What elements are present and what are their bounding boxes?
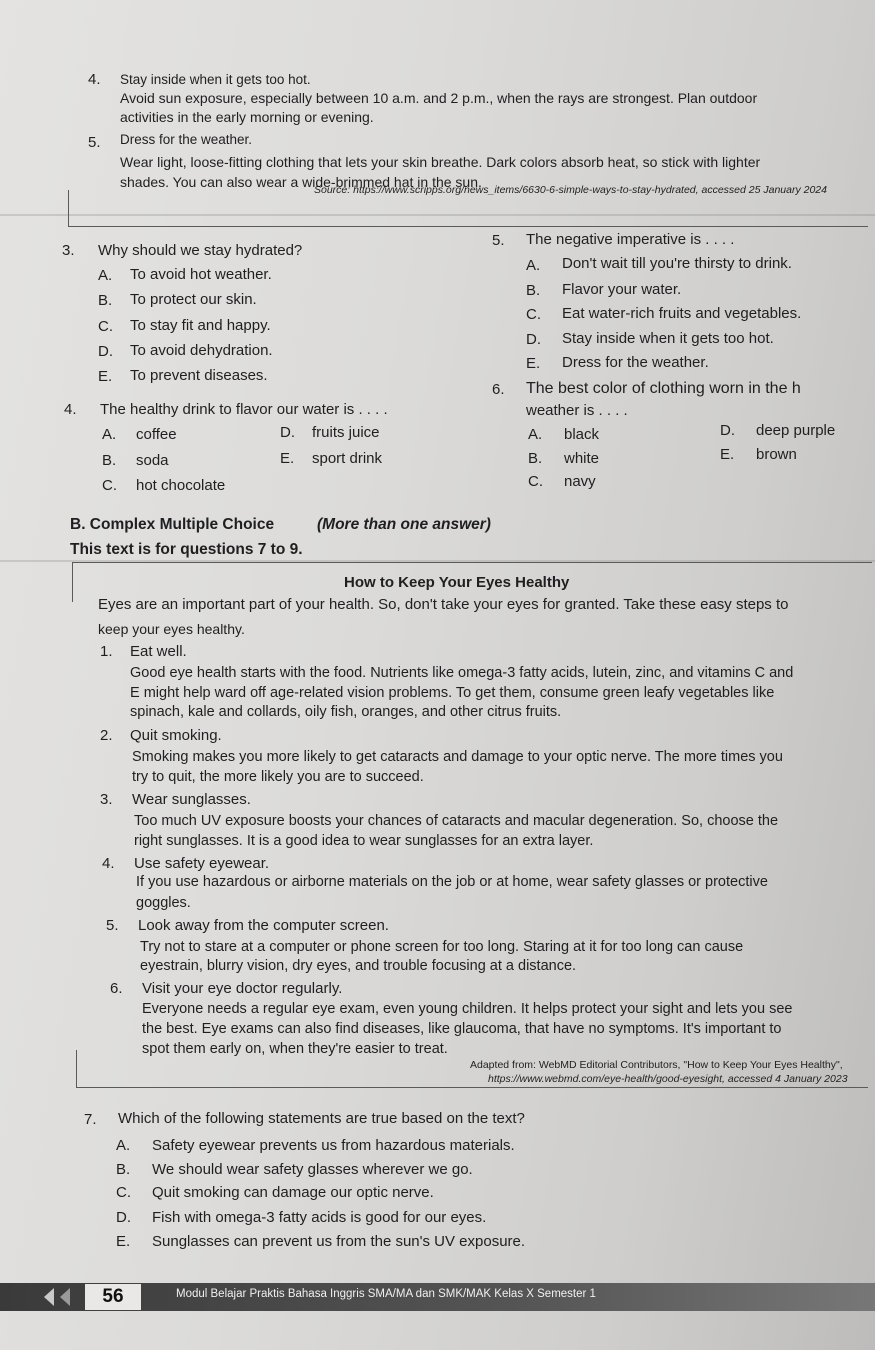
option-text: To prevent diseases. bbox=[130, 367, 268, 384]
option-text: To avoid dehydration. bbox=[130, 342, 273, 359]
section-heading: B. Complex Multiple Choice bbox=[70, 516, 275, 533]
option-letter: D. bbox=[116, 1209, 131, 1226]
option-text: Eat water-rich fruits and vegetables. bbox=[562, 305, 802, 322]
chevron-left-icon bbox=[44, 1288, 54, 1306]
source-citation: Source: https://www.scripps.org/news_items/6630-6-simple-ways-to-stay-hydrated, accessed 25 January 2024 bbox=[314, 184, 827, 196]
tip-number: 4. bbox=[102, 855, 115, 872]
article-title: How to Keep Your Eyes Healthy bbox=[344, 574, 570, 591]
option-text: Sunglasses can prevent us from the sun's UV exposure. bbox=[152, 1233, 526, 1250]
option-text: coffee bbox=[136, 426, 177, 443]
question-text: The best color of clothing worn in the h bbox=[526, 380, 801, 397]
tip-title: Dress for the weather. bbox=[120, 132, 253, 147]
chevron-left-icon bbox=[60, 1288, 70, 1306]
page-number: 56 bbox=[85, 1284, 141, 1310]
tip-body-line: try to quit, the more likely you are to succeed. bbox=[132, 769, 424, 785]
tip-body-line: Avoid sun exposure, especially between 10 a.m. and 2 p.m., when the rays are strongest. Plan outdoor bbox=[120, 90, 758, 106]
question-number: 3. bbox=[62, 242, 75, 259]
tip-body-line: spot them early on, when they're easier to treat. bbox=[142, 1041, 448, 1057]
tip-title: Wear sunglasses. bbox=[132, 791, 251, 808]
tip-body-line: Smoking makes you more likely to get cataracts and damage to your optic nerve. The more times you bbox=[132, 749, 783, 765]
book-title: Modul Belajar Praktis Bahasa Inggris SMA/MA dan SMK/MAK Kelas X Semester 1 bbox=[176, 1288, 596, 1300]
tip-body-line: activities in the early morning or evening. bbox=[120, 109, 374, 125]
option-letter: E. bbox=[526, 355, 541, 372]
tip-body-line: E might help ward off age-related vision problems. To get them, consume green leafy vegetables like bbox=[130, 685, 775, 701]
option-letter: D. bbox=[720, 422, 735, 439]
option-letter: C. bbox=[526, 306, 541, 323]
question-number: 4. bbox=[64, 401, 77, 418]
box-border bbox=[68, 190, 69, 226]
tip-number: 4. bbox=[88, 71, 101, 88]
option-text: We should wear safety glasses wherever we go. bbox=[152, 1161, 473, 1178]
article-intro-line: keep your eyes healthy. bbox=[98, 621, 245, 637]
tip-body-line: Wear light, loose-fitting clothing that lets your skin breathe. Dark colors absorb heat, so stick with lighter bbox=[120, 154, 761, 170]
option-text: Dress for the weather. bbox=[562, 354, 709, 371]
reading-intro: This text is for questions 7 to 9. bbox=[70, 541, 303, 558]
article-intro-line: Eyes are an important part of your health. So, don't take your eyes for granted. Take these easy steps to bbox=[98, 596, 789, 613]
tip-body-line: shades. You can also wear a wide-brimmed hat in the sun. bbox=[120, 174, 482, 190]
question-text: Which of the following statements are true based on the text? bbox=[118, 1110, 525, 1127]
tip-body-line: goggles. bbox=[136, 895, 191, 911]
source-citation: https://www.webmd.com/eye-health/good-eyesight, accessed 4 January 2023 bbox=[488, 1073, 848, 1085]
option-letter: B. bbox=[102, 452, 117, 469]
option-letter: C. bbox=[102, 477, 117, 494]
tip-body-line: the best. Eye exams can also find diseases, like glaucoma, that have no symptoms. It's important to bbox=[142, 1021, 782, 1037]
tip-number: 5. bbox=[106, 917, 119, 934]
option-letter: C. bbox=[528, 473, 543, 490]
option-letter: D. bbox=[526, 331, 541, 348]
question-number: 6. bbox=[492, 381, 505, 398]
option-text: To protect our skin. bbox=[130, 291, 257, 308]
option-text: To avoid hot weather. bbox=[130, 266, 272, 283]
box-border bbox=[72, 562, 73, 602]
option-letter: B. bbox=[116, 1161, 131, 1178]
question-text: The healthy drink to flavor our water is . . . . bbox=[100, 401, 388, 418]
tip-body-line: eyestrain, blurry vision, dry eyes, and trouble focusing at a distance. bbox=[140, 958, 577, 974]
option-text: brown bbox=[756, 446, 797, 463]
box-border bbox=[68, 226, 868, 227]
option-letter: B. bbox=[98, 292, 113, 309]
option-text: Stay inside when it gets too hot. bbox=[562, 330, 774, 347]
option-text: To stay fit and happy. bbox=[130, 317, 271, 334]
tip-body-line: Good eye health starts with the food. Nutrients like omega-3 fatty acids, lutein, zinc, and vitamins C and bbox=[130, 665, 794, 681]
option-text: Don't wait till you're thirsty to drink. bbox=[562, 255, 792, 272]
option-letter: A. bbox=[116, 1137, 131, 1154]
option-letter: A. bbox=[526, 257, 541, 274]
option-text: soda bbox=[136, 452, 169, 469]
tip-number: 6. bbox=[110, 980, 123, 997]
option-text: sport drink bbox=[312, 450, 383, 467]
option-letter: E. bbox=[98, 368, 113, 385]
tip-title: Visit your eye doctor regularly. bbox=[142, 980, 343, 997]
option-text: hot chocolate bbox=[136, 477, 226, 494]
tip-body-line: right sunglasses. It is a good idea to wear sunglasses for an extra layer. bbox=[134, 833, 594, 849]
box-border bbox=[76, 1050, 77, 1087]
option-letter: E. bbox=[116, 1233, 131, 1250]
tip-number: 3. bbox=[100, 791, 113, 808]
option-letter: E. bbox=[280, 450, 295, 467]
tip-number: 2. bbox=[100, 727, 113, 744]
option-text: fruits juice bbox=[312, 424, 380, 441]
option-letter: C. bbox=[98, 318, 113, 335]
option-text: Fish with omega-3 fatty acids is good for our eyes. bbox=[152, 1209, 487, 1226]
option-text: Flavor your water. bbox=[562, 281, 682, 298]
option-text: black bbox=[564, 426, 600, 443]
question-text: weather is . . . . bbox=[526, 402, 628, 419]
option-letter: A. bbox=[102, 426, 117, 443]
option-text: deep purple bbox=[756, 422, 836, 439]
section-subtitle: (More than one answer) bbox=[317, 516, 491, 533]
tip-title: Look away from the computer screen. bbox=[138, 917, 389, 934]
option-letter: B. bbox=[528, 450, 543, 467]
question-text: The negative imperative is . . . . bbox=[526, 231, 735, 248]
box-border bbox=[76, 1087, 868, 1088]
option-text: white bbox=[564, 450, 600, 467]
tip-body-line: If you use hazardous or airborne materials on the job or at home, wear safety glasses or protective bbox=[136, 874, 768, 890]
tip-title: Eat well. bbox=[130, 643, 187, 660]
question-number: 5. bbox=[492, 232, 505, 249]
paper-fold bbox=[0, 214, 875, 216]
source-citation: Adapted from: WebMD Editorial Contributors, "How to Keep Your Eyes Healthy", bbox=[470, 1059, 843, 1071]
option-letter: C. bbox=[116, 1184, 131, 1201]
option-letter: B. bbox=[526, 282, 541, 299]
tip-number: 1. bbox=[100, 643, 113, 660]
box-border bbox=[72, 562, 872, 563]
option-text: Safety eyewear prevents us from hazardous materials. bbox=[152, 1137, 515, 1154]
tip-title: Use safety eyewear. bbox=[134, 855, 270, 872]
option-letter: D. bbox=[280, 424, 295, 441]
option-letter: D. bbox=[98, 343, 113, 360]
tip-title: Stay inside when it gets too hot. bbox=[120, 72, 311, 87]
question-text: Why should we stay hydrated? bbox=[98, 242, 303, 259]
option-letter: E. bbox=[720, 446, 735, 463]
tip-body-line: spinach, kale and collards, oily fish, oranges, and other citrus fruits. bbox=[130, 704, 562, 720]
option-letter: A. bbox=[98, 267, 113, 284]
tip-title: Quit smoking. bbox=[130, 727, 222, 744]
option-text: Quit smoking can damage our optic nerve. bbox=[152, 1184, 434, 1201]
tip-number: 5. bbox=[88, 134, 101, 151]
option-text: navy bbox=[564, 473, 596, 490]
tip-body-line: Everyone needs a regular eye exam, even young children. It helps protect your sight and lets you see bbox=[142, 1001, 793, 1017]
tip-body-line: Try not to stare at a computer or phone screen for too long. Staring at it for too long can cause bbox=[140, 939, 744, 955]
question-number: 7. bbox=[84, 1111, 97, 1128]
tip-body-line: Too much UV exposure boosts your chances of cataracts and macular degeneration. So, choose the bbox=[134, 813, 779, 829]
option-letter: A. bbox=[528, 426, 543, 443]
